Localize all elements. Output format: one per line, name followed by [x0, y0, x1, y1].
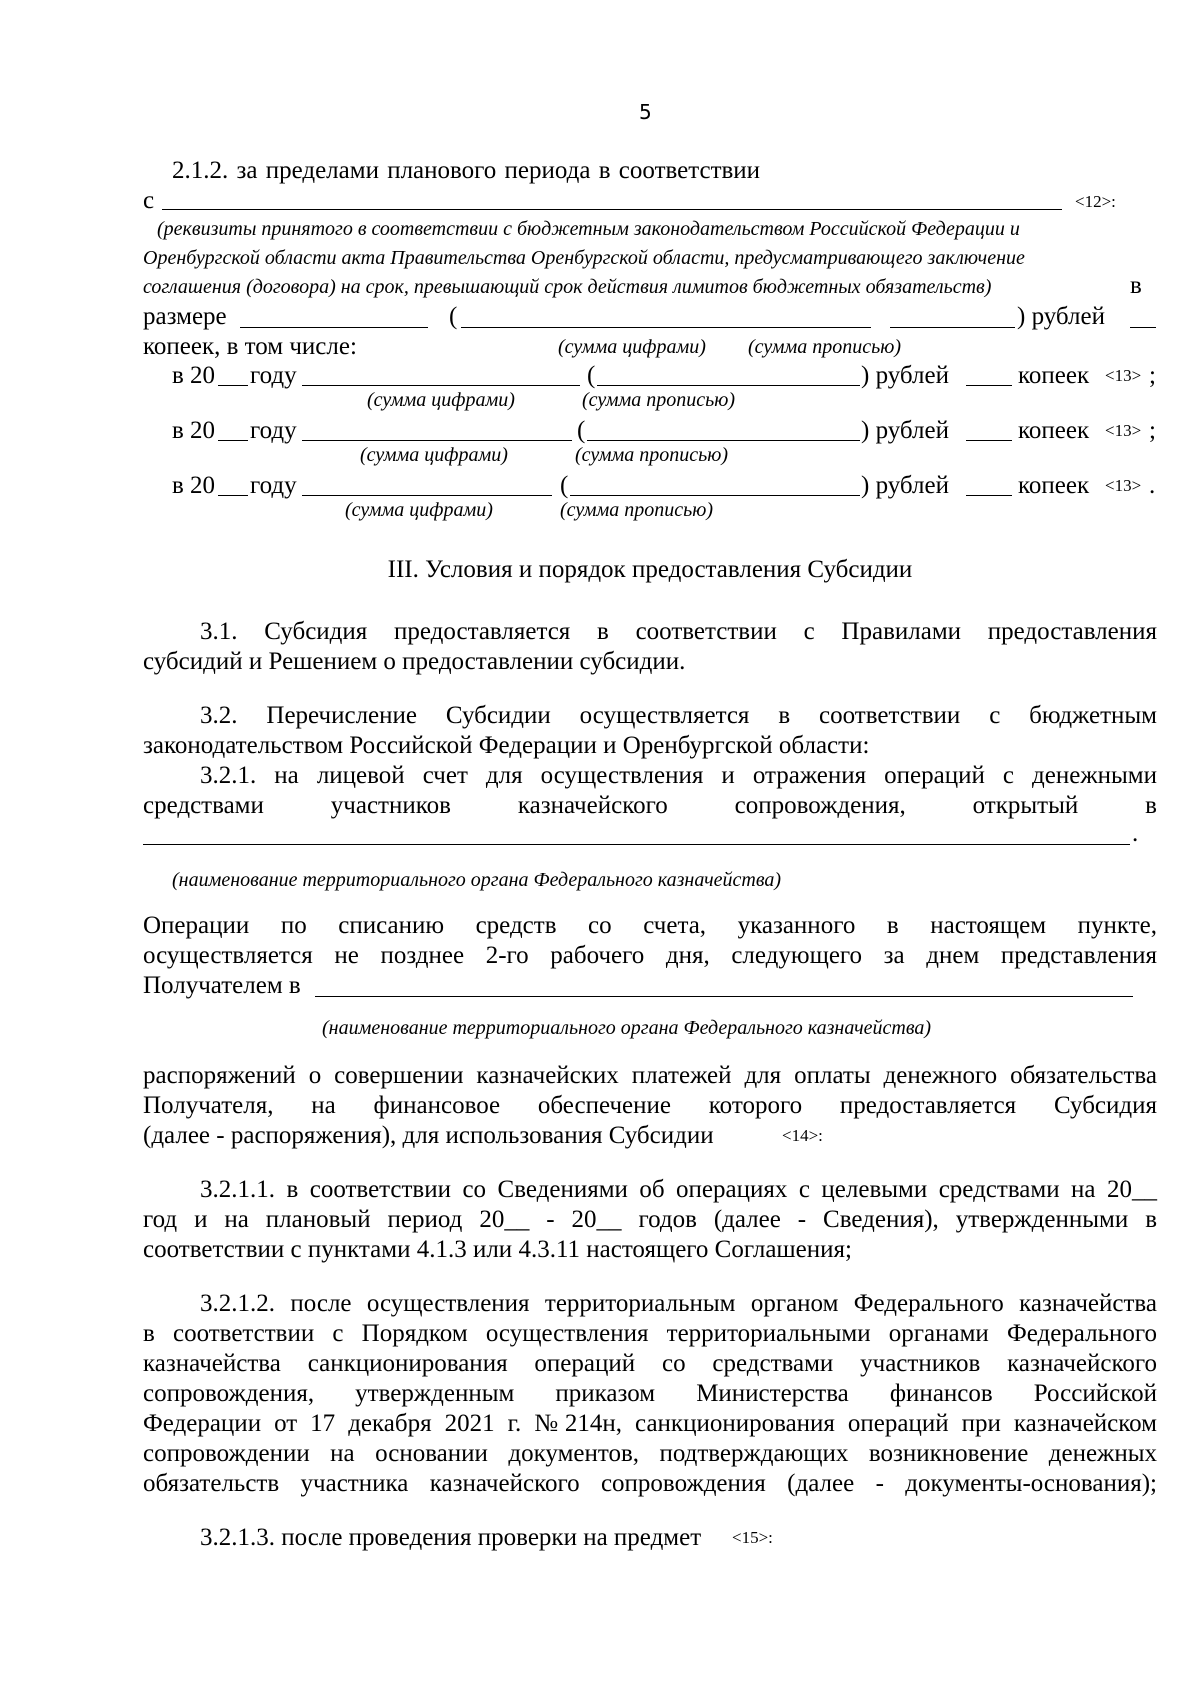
blank-sum-words	[461, 327, 871, 328]
p3211-line-2: год и на плановый период 20__ - 20__ годов (далее - Сведения), утвержденными в	[143, 1206, 1157, 1233]
year-row-3-hint-words: (сумма прописью)	[560, 499, 714, 521]
footnote-ref-12: <12>:	[1075, 192, 1116, 211]
rasp-line-2: Получателя, на финансовое обеспечение которого предоставляется Субсидия	[143, 1092, 1157, 1119]
page-number: 5	[639, 100, 652, 124]
word-v: в	[1130, 272, 1142, 299]
year-row-2-year-blank	[218, 440, 248, 441]
op-line-3: Получателем в	[143, 972, 301, 999]
p3212-line-5: Федерации от 17 декабря 2021 г. №214н, санкционирования операций при казначейском	[143, 1410, 1157, 1437]
blank-line-requisites	[162, 209, 1062, 210]
p3212-line-3: казначейства санкционирования операций со средствами участников казначейского	[143, 1350, 1157, 1377]
hint-digits-main: (сумма цифрами)	[558, 336, 706, 358]
year-row-1-kop-blank	[966, 385, 1012, 386]
p321-dot: .	[1132, 820, 1139, 847]
p3212-line-4: сопровождения, утвержденным приказом Министерства финансов Российской	[143, 1380, 1157, 1407]
year-row-2-kopecks: копеек	[1018, 417, 1090, 444]
year-row-1-kopecks: копеек	[1018, 362, 1090, 389]
year-row-3-dot: .	[1149, 472, 1156, 499]
clause-212-c: с	[143, 187, 155, 214]
blank-treasury-2	[315, 996, 1133, 997]
p3212-line-7: обязательств участника казначейского сопровождения (далее - документы-основания);	[143, 1470, 1157, 1497]
year-row-3-ref13: <13>	[1105, 476, 1142, 495]
year-row-1-rubles: ) рублей	[861, 362, 949, 389]
year-row-2-kop-blank	[966, 440, 1012, 441]
year-row-1-paren: (	[587, 362, 596, 389]
year-row-3-paren: (	[560, 472, 569, 499]
year-row-1-words-blank	[597, 385, 860, 386]
year-row-1-semi: ;	[1149, 362, 1156, 389]
op-line-1: Операции по списанию средств со счета, указанного в настоящем пункте,	[143, 912, 1157, 939]
hint-treasury-2: (наименование территориального органа Федерального казначейства)	[322, 1017, 932, 1039]
year-row-2-hint-digits: (сумма цифрами)	[360, 444, 508, 466]
p3213-line: 3.2.1.3. после проведения проверки на предмет	[200, 1524, 702, 1551]
section-3-heading: III. Условия и порядок предоставления Субсидии	[387, 556, 913, 583]
year-row-3-words-blank	[570, 495, 860, 496]
p32-line-1: 3.2. Перечисление Субсидии осуществляется в соответствии с бюджетным	[200, 702, 1157, 729]
year-row-2-label: в 20	[172, 417, 216, 444]
year-row-2-ref13: <13>	[1105, 421, 1142, 440]
p31-line-2: субсидий и Решением о предоставлении субсидии.	[143, 648, 686, 675]
hint-requisites-1: (реквизиты принятого в соответствии с бюджетным законодательством Российской Федерации и	[157, 218, 1020, 240]
year-row-3-hint-digits: (сумма цифрами)	[345, 499, 493, 521]
year-row-2-godu: году	[250, 417, 297, 444]
year-row-2-hint-words: (сумма прописью)	[575, 444, 729, 466]
year-row-2-semi: ;	[1149, 417, 1156, 444]
rasp-line-3: (далее - распоряжения), для использования Субсидии	[143, 1122, 714, 1149]
year-row-3-rubles: ) рублей	[861, 472, 949, 499]
year-row-1-godu: году	[250, 362, 297, 389]
kopecks-including: копеек, в том числе:	[143, 333, 357, 360]
hint-requisites-3: соглашения (договора) на срок, превышающий срок действия лимитов бюджетных обязательств)	[143, 276, 992, 298]
op-line-2: осуществляется не позднее 2-го рабочего дня, следующего за днем представления	[143, 942, 1157, 969]
p31-line-1: 3.1. Субсидия предоставляется в соответствии с Правилами предоставления	[200, 618, 1157, 645]
p3212-line-1: 3.2.1.2. после осуществления территориальным органом Федерального казначейства	[200, 1290, 1157, 1317]
p321-line-2: средствами участников казначейского сопровождения, открытый в	[143, 792, 1157, 819]
year-row-1-ref13: <13>	[1105, 366, 1142, 385]
p3211-line-3: соответствии с пунктами 4.1.3 или 4.3.11 настоящего Соглашения;	[143, 1236, 852, 1263]
year-row-1-hint-digits: (сумма цифрами)	[367, 389, 515, 411]
p3211-line-1: 3.2.1.1. в соответствии со Сведениями об операциях с целевыми средствами на 20__	[200, 1176, 1157, 1203]
year-row-3-godu: году	[250, 472, 297, 499]
footnote-ref-14: <14>:	[782, 1126, 823, 1145]
p3212-line-6: сопровождении на основании документов, подтверждающих возникновение денежных	[143, 1440, 1157, 1467]
year-row-2-digits-blank	[302, 440, 572, 441]
year-row-3-digits-blank	[302, 495, 552, 496]
year-row-1-digits-blank	[302, 385, 580, 386]
rasp-line-1: распоряжений о совершении казначейских платежей для оплаты денежного обязательства	[143, 1062, 1157, 1089]
blank-kopecks	[1130, 327, 1156, 328]
hint-treasury-1: (наименование территориального органа Федерального казначейства)	[172, 869, 782, 891]
year-row-1-year-blank	[218, 385, 248, 386]
p32-line-2: законодательством Российской Федерации и Оренбургской области:	[143, 732, 870, 759]
footnote-ref-15: <15>:	[732, 1528, 773, 1547]
hint-requisites-2: Оренбургской области акта Правительства Оренбургской области, предусматривающего заключение	[143, 247, 1025, 269]
rubles-label: ) рублей	[1017, 303, 1105, 330]
blank-sum-words-2	[890, 327, 1015, 328]
label-razmere: размере	[143, 303, 227, 330]
p321-line-1: 3.2.1. на лицевой счет для осуществления и отражения операций с денежными	[200, 762, 1157, 789]
blank-sum-digits	[240, 327, 428, 328]
year-row-2-words-blank	[587, 440, 860, 441]
clause-212-lead: 2.1.2. за пределами планового периода в соответствии	[172, 157, 761, 184]
year-row-3-kopecks: копеек	[1018, 472, 1090, 499]
year-row-3-kop-blank	[966, 495, 1012, 496]
year-row-1-hint-words: (сумма прописью)	[582, 389, 736, 411]
year-row-1-label: в 20	[172, 362, 216, 389]
hint-words-main: (сумма прописью)	[748, 336, 902, 358]
year-row-3-label: в 20	[172, 472, 216, 499]
paren-open: (	[449, 303, 458, 330]
year-row-2-rubles: ) рублей	[861, 417, 949, 444]
blank-treasury-1	[143, 844, 1130, 845]
year-row-2-paren: (	[577, 417, 586, 444]
year-row-3-year-blank	[218, 495, 248, 496]
p3212-line-2: в соответствии с Порядком осуществления территориальными органами Федерального	[143, 1320, 1157, 1347]
